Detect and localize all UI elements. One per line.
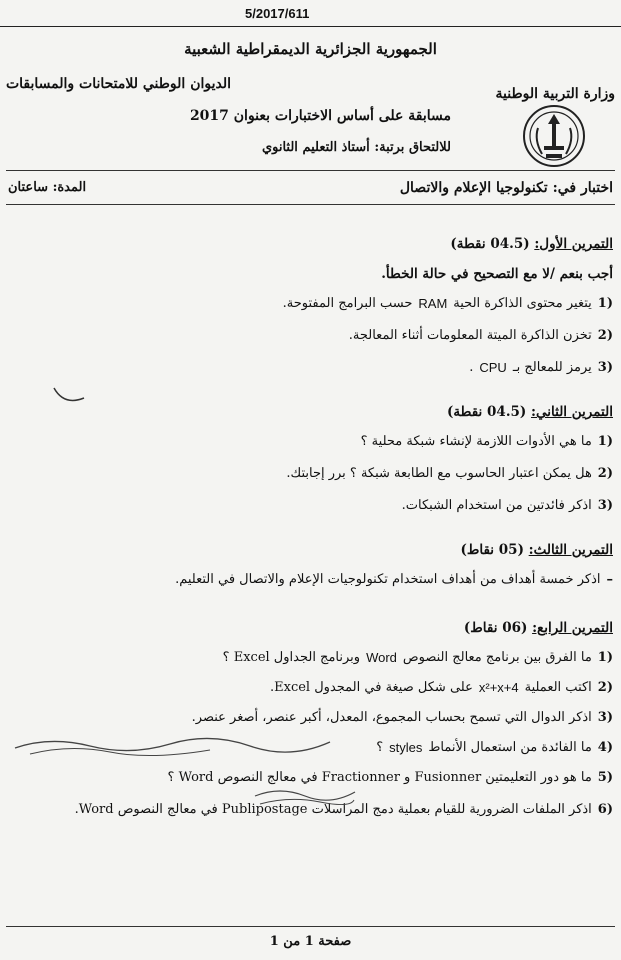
item-text: وبرنامج الجداول Excel ؟ (222, 650, 361, 665)
exercise-points: (05 نقاط) (460, 542, 524, 558)
exercise-2-title (447, 404, 613, 420)
exam-subject: اختبار في: تكنولوجيا الإعلام والاتصال (399, 180, 613, 196)
grade-title: للالتحاق برتبة: أستاذ التعليم الثانوي (261, 140, 451, 155)
item-bullet: – (606, 572, 613, 587)
item-number: (3 (597, 710, 613, 725)
item-number: (1 (597, 434, 613, 449)
exercise-4-title (464, 620, 613, 636)
list-item (376, 740, 613, 755)
list-item (286, 466, 613, 481)
item-number: (1 (597, 650, 613, 665)
reference-number: 5/2017/611 (245, 6, 310, 21)
exercise-1-title (450, 236, 613, 252)
item-text: ما هو دور التعليمتين Fusionner و Fractionner في معالج النصوص Word ؟ (167, 770, 592, 785)
exercise-points: (06 نقاط) (463, 620, 528, 636)
item-term: CPU (479, 360, 507, 375)
ministry-logo (520, 100, 588, 172)
item-text: اذكر الدوال التي تسمح بحساب المجموع، المعدل، أكبر عنصر، أصغر عنصر. (191, 710, 592, 725)
item-number: (1 (597, 296, 613, 311)
item-term: Word (366, 650, 397, 665)
divider (6, 170, 615, 171)
list-item (469, 360, 613, 375)
exercise-points: (04.5 نقطة) (447, 404, 527, 420)
item-number: (6 (597, 802, 613, 817)
item-text: اذكر الملفات الضرورية للقيام بعملية دمج المراسلات Publipostage في معالج النصوص Word. (74, 802, 592, 817)
page-number: صفحة 1 من 1 (269, 934, 352, 949)
pen-mark-icon (50, 380, 90, 410)
item-text: ؟ (376, 740, 384, 755)
list-item (283, 296, 613, 311)
item-text: ما الفرق بين برنامج معالج النصوص (402, 650, 592, 665)
item-text: يرمز للمعالج بـ (512, 360, 592, 375)
exercise-label: التمرين الرابع: (532, 620, 613, 636)
item-number: (4 (597, 740, 613, 755)
contest-title: مسابقة على أساس الاختبارات بعنوان 2017 (189, 108, 451, 124)
item-text: اذكر خمسة أهداف من أهداف استخدام تكنولوجيات الإعلام والاتصال في التعليم. (175, 572, 601, 587)
ministry-name: وزارة التربية الوطنية (495, 86, 615, 102)
list-item (192, 710, 613, 725)
exercise-label: التمرين الأول: (534, 236, 613, 252)
handwriting-icon (250, 782, 360, 808)
item-text: اكتب العملية (524, 680, 592, 695)
item-number: (3 (597, 360, 613, 375)
list-item (270, 680, 613, 695)
item-number: (5 (597, 770, 613, 785)
item-text: على شكل صيغة في المجدول Excel. (270, 680, 473, 695)
item-text: ما الفائدة من استعمال الأنماط (428, 740, 592, 755)
divider (6, 926, 615, 927)
item-text: ما هي الأدوات اللازمة لإنشاء شبكة محلية ؟ (360, 434, 592, 449)
office-name: الديوان الوطني للامتحانات والمسابقات (5, 76, 231, 92)
exam-duration: المدة: ساعتان (8, 180, 87, 195)
exercise-label: التمرين الثاني: (531, 404, 613, 420)
list-item (349, 328, 613, 343)
item-text: هل يمكن اعتبار الحاسوب مع الطابعة شبكة ؟ برر إجابتك. (286, 466, 592, 481)
exercise-3-title (460, 542, 613, 558)
item-term: styles (389, 740, 423, 755)
item-number: (2 (597, 680, 613, 695)
item-text: تخزن الذاكرة الميتة المعلومات أثناء المعالجة. (348, 328, 592, 343)
item-text: اذكر فائدتين من استخدام الشبكات. (401, 498, 592, 513)
divider (0, 26, 621, 27)
item-number: (3 (597, 498, 613, 513)
item-number: (2 (597, 328, 613, 343)
item-formula: x²+x+4 (478, 680, 519, 695)
list-item (361, 434, 613, 449)
list-item (175, 572, 613, 587)
republic-title: الجمهورية الجزائرية الديمقراطية الشعبية (184, 40, 437, 58)
exercise-label: التمرين الثالث: (528, 542, 613, 558)
divider (6, 204, 615, 205)
item-text: يتغير محتوى الذاكرة الحية (453, 296, 592, 311)
item-number: (2 (597, 466, 613, 481)
exercise-points: (04.5 نقطة) (450, 236, 530, 252)
list-item (223, 650, 613, 665)
item-text: . (469, 360, 474, 375)
exercise-1-instruction: أجب بنعم /لا مع التصحيح في حالة الخطأ. (381, 266, 613, 282)
list-item (402, 498, 613, 513)
item-term: RAM (418, 296, 448, 311)
item-text: حسب البرامج المفتوحة. (282, 296, 413, 311)
handwriting-icon (10, 730, 340, 760)
list-item (168, 770, 613, 785)
